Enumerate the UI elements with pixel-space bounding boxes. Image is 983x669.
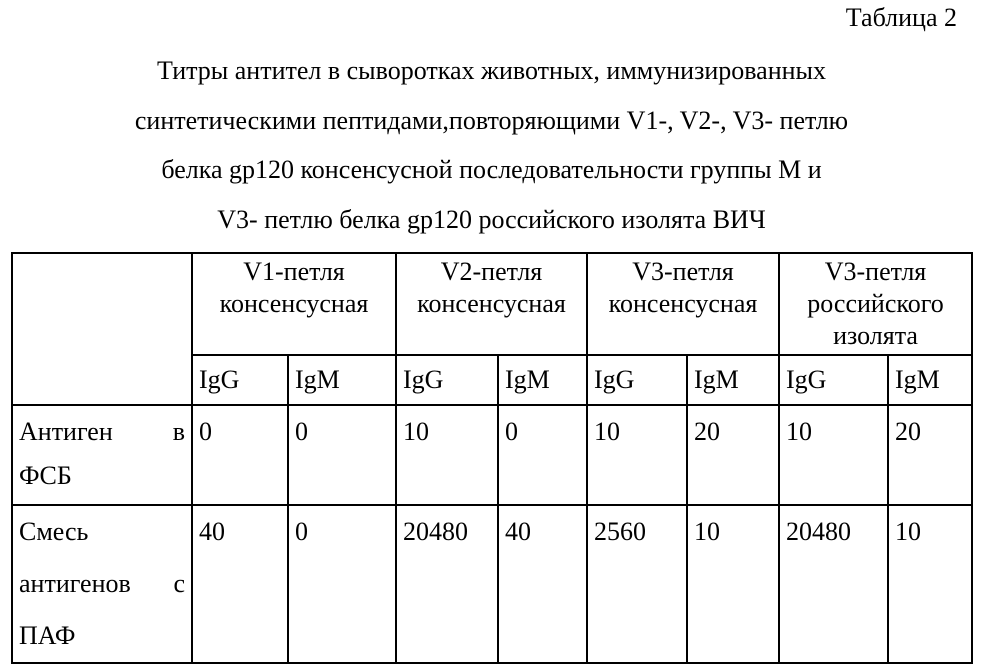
- table-number-label: Таблица 2: [845, 3, 957, 32]
- subheader-cell: IgM: [498, 355, 587, 405]
- group-header-line: V1-петля: [243, 257, 345, 286]
- group-header-line: российского: [807, 289, 944, 318]
- group-header-v3-consensus: [587, 253, 779, 355]
- subheader-cell: IgG: [779, 355, 888, 405]
- group-header-line: консенсусная: [219, 289, 369, 318]
- group-header-v1-consensus: [192, 253, 396, 355]
- value-cell: 2560: [587, 505, 687, 663]
- subheader-cell: IgG: [396, 355, 498, 405]
- row-label: Антиген в ФСБ: [12, 405, 192, 505]
- value-cell: 20480: [779, 505, 888, 663]
- value-cell: 40: [192, 505, 288, 663]
- group-header-row: [12, 253, 972, 355]
- value-cell: 20: [888, 405, 972, 505]
- group-header-line: V2-петля: [440, 257, 543, 286]
- value-cell: 20: [687, 405, 779, 505]
- value-cell: 0: [192, 405, 288, 505]
- subheader-cell: IgG: [192, 355, 288, 405]
- antibody-titer-table: [11, 252, 973, 664]
- table-title-line-1: Титры антител в сыворотках животных, иммунизированных: [156, 56, 827, 85]
- subheader-cell: IgG: [587, 355, 687, 405]
- value-cell: 40: [498, 505, 587, 663]
- group-header-v2-consensus: [396, 253, 587, 355]
- group-header-line: изолята: [833, 321, 918, 350]
- value-cell: 10: [888, 505, 972, 663]
- table-row: [12, 405, 972, 505]
- subheader-cell: IgM: [288, 355, 396, 405]
- corner-cell: [12, 253, 192, 405]
- value-cell: 20480: [396, 505, 498, 663]
- table-row: [12, 505, 972, 663]
- table-title-line-2: синтетическими пептидами,повторяющими V1-, V2-, V3- петлю: [134, 106, 849, 135]
- value-cell: 10: [396, 405, 498, 505]
- group-header-line: консенсусная: [417, 289, 566, 318]
- group-header-line: V3-петля: [824, 257, 927, 286]
- value-cell: 0: [498, 405, 587, 505]
- subheader-cell: IgM: [687, 355, 779, 405]
- value-cell: 0: [288, 505, 396, 663]
- subheader-cell: IgM: [888, 355, 972, 405]
- row-label: Смесь антигенов с ПАФ: [12, 505, 192, 663]
- value-cell: 0: [288, 405, 396, 505]
- value-cell: 10: [687, 505, 779, 663]
- table-title-line-3: белка gp120 консенсусной последовательности группы М и: [161, 155, 822, 184]
- value-cell: 10: [779, 405, 888, 505]
- value-cell: 10: [587, 405, 687, 505]
- group-header-line: V3-петля: [632, 257, 734, 286]
- table-title-line-4: V3- петлю белка gp120 российского изолята ВИЧ: [217, 205, 766, 234]
- group-header-v3-russian-isolate: [779, 253, 972, 355]
- group-header-line: консенсусная: [608, 289, 758, 318]
